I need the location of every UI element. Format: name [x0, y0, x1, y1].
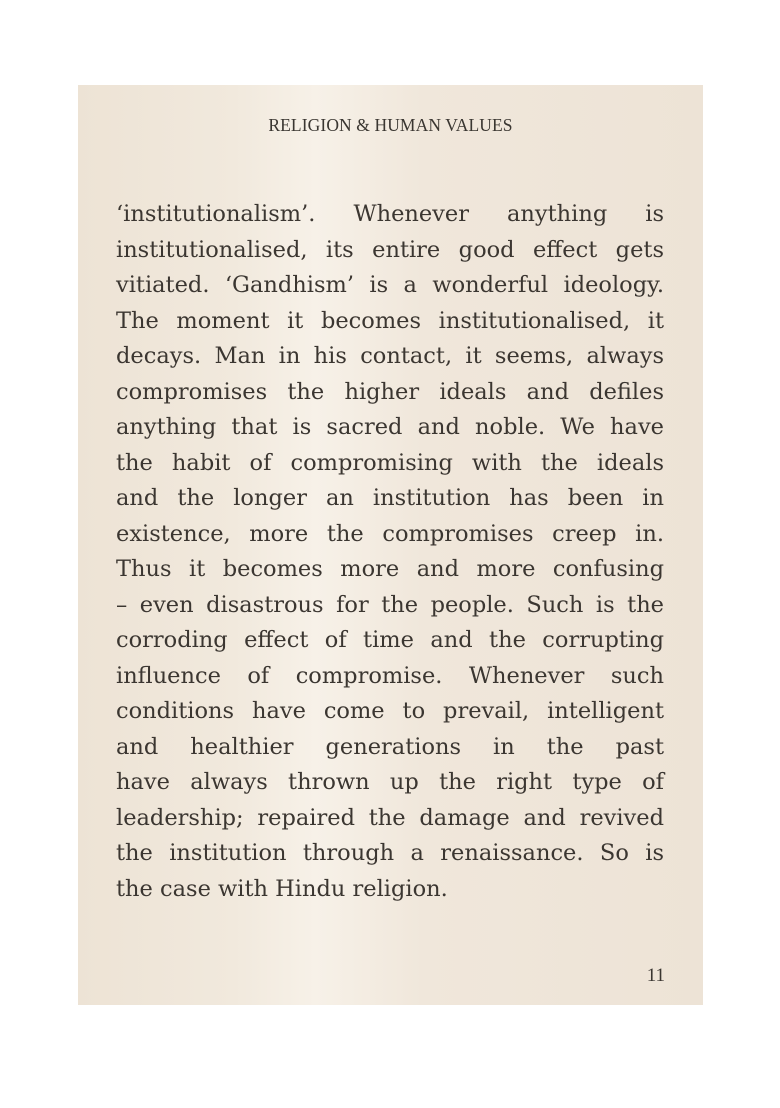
text-line: – even disastrous for the people. Such is the — [116, 591, 664, 618]
text-line: the institution through a renaissance. So is — [116, 840, 664, 866]
text-line: ‘institutionalism’. Whenever anything is — [116, 201, 664, 227]
text-line: and the longer an institution has been in — [116, 485, 664, 511]
text-line: corroding effect of time and the corrupting — [116, 627, 664, 653]
text-line: decays. Man in his contact, it seems, always — [116, 343, 664, 369]
text-line: The moment it becomes institutionalised, it — [116, 307, 664, 334]
text-line: vitiated. ‘Gandhism’ is a wonderful ideology. — [116, 272, 664, 298]
running-header: RELIGION & HUMAN VALUES — [268, 115, 513, 135]
text-line: have always thrown up the right type of — [116, 769, 664, 795]
page-number: 11 — [646, 965, 665, 986]
text-line: compromises the higher ideals and defiles — [116, 378, 664, 405]
body-text — [116, 197, 664, 907]
text-line: and healthier generations in the past — [116, 733, 664, 760]
text-line: influence of compromise. Whenever such — [116, 662, 664, 689]
text-line: existence, more the compromises creep in. — [116, 520, 664, 547]
book-page — [78, 85, 703, 1005]
text-line: conditions have come to prevail, intelligent — [116, 698, 664, 724]
text-line: leadership; repaired the damage and revived — [116, 804, 664, 831]
text-line: Thus it becomes more and more confusing — [116, 556, 664, 582]
text-line: the habit of compromising with the ideals — [116, 449, 664, 476]
text-line: the case with Hindu religion. — [116, 875, 448, 902]
text-line: institutionalised, its entire good effect gets — [116, 236, 664, 263]
text-line: anything that is sacred and noble. We have — [116, 414, 664, 440]
